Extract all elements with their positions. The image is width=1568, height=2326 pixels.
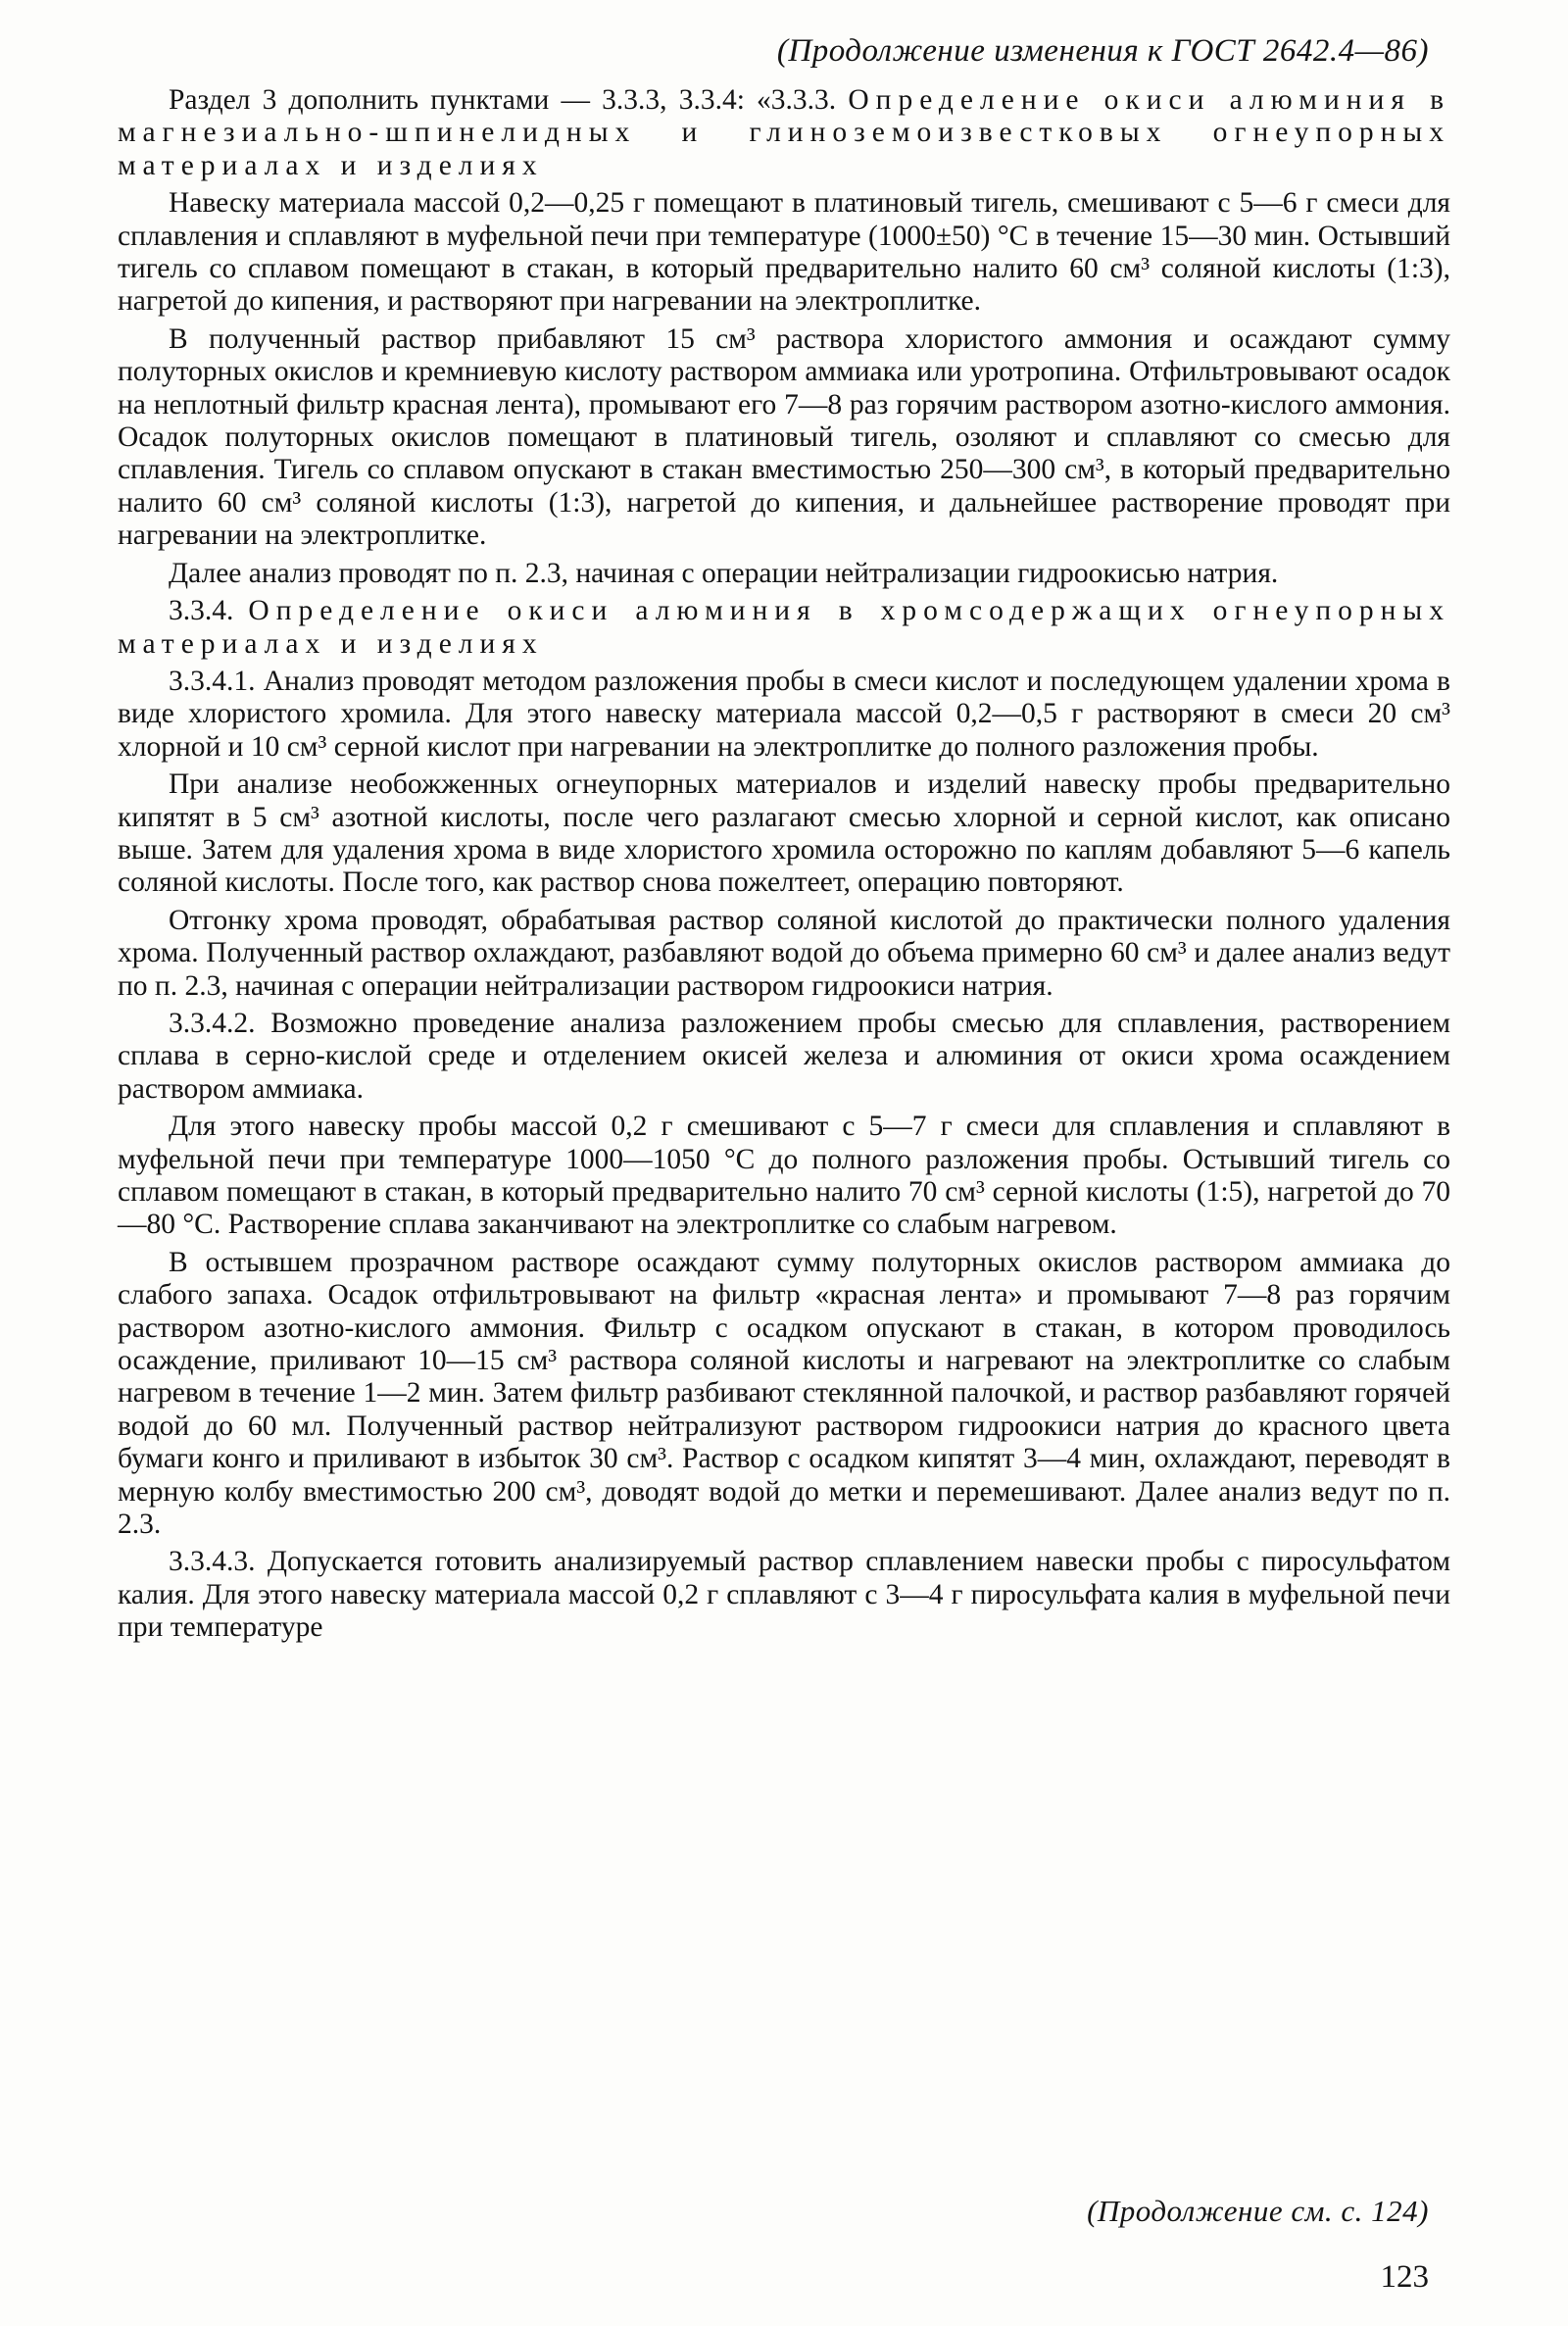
section-heading-3-3-3: Определение окиси алюминия в магнезиально-шпинелидных и глиноземоизвестковых огнеупорных материалах и изделиях <box>118 84 1450 181</box>
section-intro-text: Раздел 3 дополнить пунктами — 3.3.3, 3.3.4: «3.3.3. <box>169 84 849 116</box>
section-intro-paragraph <box>118 84 1450 182</box>
section-heading-paragraph <box>118 595 1450 661</box>
paragraph: Далее анализ проводят по п. 2.3, начиная с операции нейтрализации гидроокисью натрия. <box>169 557 1279 589</box>
paragraph: 3.3.4.3. Допускается готовить анализируемый раствор сплавлением навески пробы с пиросульфатом калия. Для этого навеску материала массой 0,2 г сплавляют с 3—4 г пиросульфата калия в муфельной печи при температуре <box>118 1546 1450 1644</box>
continuation-header: (Продолжение изменения к ГОСТ 2642.4—86) <box>776 33 1429 69</box>
section-heading-3-3-4: Определение окиси алюминия в хромсодержащих огнеупорных материалах и изделиях <box>118 595 1451 660</box>
paragraph: При анализе необожженных огнеупорных материалов и изделий навеску пробы предварительно кипятят в 5 см³ азотной кислоты, после чего разлагают смесью хлорной и серной кислот, как описано выше. Затем для удаления хрома в виде хлористого хромила осторожно по каплям добавляют 5—6 капель соляной кислоты. После того, как раствор снова пожелтеет, операцию повторяют. <box>118 768 1450 899</box>
continuation-footer-note: (Продолжение см. с. 124) <box>1087 2194 1429 2228</box>
paragraph: В полученный раствор прибавляют 15 см³ раствора хлористого аммония и осаждают сумму полуторных окислов и кремниевую кислоту раствором аммиака или уротропина. Отфильтровывают осадок на неплотный фильтр красная лента), промывают его 7—8 раз горячим раствором азотно-кислого аммония. Осадок полуторных окислов помещают в платиновый тигель, озоляют и сплавляют со смесью для сплавления. Тигель со сплавом опускают в стакан вместимостью 250—300 см³, в который предварительно налито 60 см³ соляной кислоты (1:3), нагретой до кипения, и дальнейшее растворение проводят при нагревании на электроплитке. <box>118 322 1450 552</box>
paragraph: Навеску материала массой 0,2—0,25 г помещают в платиновый тигель, смешивают с 5—6 г смеси для сплавления и сплавляют в муфельной печи при температуре (1000±50) °С в течение 15—30 мин. Остывший тигель со сплавом помещают в стакан, в который предварительно налито 60 см³ соляной кислоты (1:3), нагретой до кипения, и растворяют при нагревании на электроплитке. <box>118 187 1450 318</box>
paragraph: Для этого навеску пробы массой 0,2 г смешивают с 5—7 г смеси для сплавления и сплавляют в муфельной печи при температуре 1000—1050 °С до полного разложения пробы. Остывший тигель со сплавом помещают в стакан, в который предварительно налито 70 см³ серной кислоты (1:5), нагретой до 70—80 °С. Растворение сплава заканчивают на электроплитке со слабым нагревом. <box>118 1111 1450 1241</box>
paragraph: 3.3.4.2. Возможно проведение анализа разложением пробы смесью для сплавления, растворением сплава в серно-кислой среде и отделением окисей железа и алюминия от окиси хрома осаждением раствором аммиака. <box>118 1007 1450 1105</box>
page-number: 123 <box>1380 2259 1429 2295</box>
section-number-3-3-4: 3.3.4. <box>169 595 249 627</box>
paragraph: Отгонку хрома проводят, обрабатывая раствор соляной кислотой до практически полного удаления хрома. Полученный раствор охлаждают, разбавляют водой до объема примерно 60 см³ и далее анализ ведут по п. 2.3, начиная с операции нейтрализации раствором гидроокиси натрия. <box>118 904 1450 1002</box>
paragraph: 3.3.4.1. Анализ проводят методом разложения пробы в смеси кислот и последующем удалении хрома в виде хлористого хромила. Для этого навеску материала массой 0,2—0,5 г растворяют в смеси 20 см³ хлорной и 10 см³ серной кислот при нагревании на электроплитке до полного разложения пробы. <box>118 665 1450 763</box>
body-text <box>118 84 1450 1650</box>
paragraph: В остывшем прозрачном растворе осаждают сумму полуторных окислов раствором аммиака до слабого запаха. Осадок отфильтровывают на фильтр «красная лента» и промывают 7—8 раз горячим раствором азотно-кислого аммония. Фильтр с осадком опускают в стакан, в котором проводилось осаждение, приливают 10—15 см³ раствора соляной кислоты и нагревают на электроплитке со слабым нагревом в течение 1—2 мин. Затем фильтр разбивают стеклянной палочкой, и раствор разбавляют горячей водой до 60 мл. Полученный раствор нейтрализуют раствором гидроокиси натрия до красного цвета бумаги конго и приливают в избыток 30 см³. Раствор с осадком кипятят 3—4 мин, охлаждают, переводят в мерную колбу вместимостью 200 см³, доводят водой до метки и перемешивают. Далее анализ ведут по п. 2.3. <box>118 1246 1450 1541</box>
